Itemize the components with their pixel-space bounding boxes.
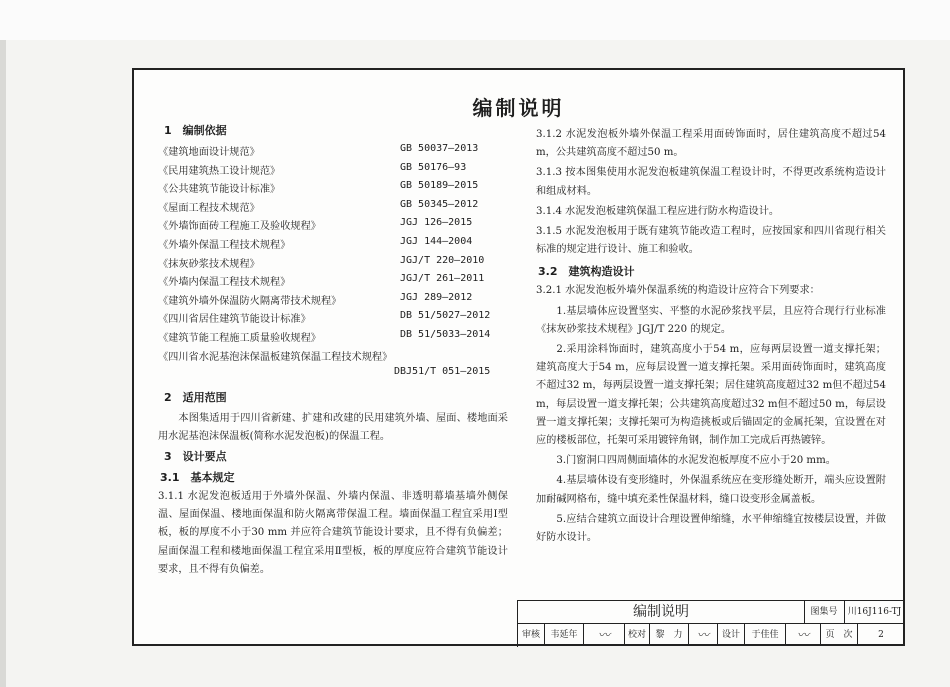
- section1-heading: 1 编制依据: [164, 124, 227, 137]
- reference-code: GB 50176—93: [400, 161, 467, 173]
- reference-name: 《屋面工程技术规范》: [158, 202, 260, 214]
- reference-item: [158, 143, 508, 162]
- right-column: [536, 126, 886, 549]
- reference-item: [158, 329, 508, 348]
- reference-name: 《四川省水泥基泡沫保温板建筑保温工程技术规程》: [158, 351, 393, 363]
- clause-item-5: 5.应结合建筑立面设计合理设置伸缩缝，水平伸缩缝宜按楼层设置，并做好防水设计。: [536, 513, 886, 544]
- reference-code: JGJ/T 220—2010: [400, 254, 485, 266]
- section32-heading: 3.2 建筑构造设计: [538, 265, 635, 279]
- clause-3-1-3: 3.1.3 按本图集使用水泥发泡板建筑保温工程设计时，不得更改系统构造设计和组成材料。: [536, 167, 886, 197]
- page-title: 编制说明: [472, 96, 565, 120]
- clause-item-2: 2.采用涂料饰面时，建筑高度小于54 m，应每两层设置一道支撑托架；建筑高度大于54 m，应每层设置一道支撑托架。采用面砖饰面时，建筑高度不超过32 m，每两层设置一道支撑托架；居住建筑高度超过32 m但不超过54 m，每层设置一道支撑托架；公共建筑高度超过32 m但不超过50 m，每层设置一道支撑托架；支撑托架可为构造挑板或后锚固定的金属托架，宜设置在对应的楼板部位，托架可采用镀锌角钢，制作加工完成后再热镀锌。: [536, 344, 886, 447]
- clause-3-2-1: 3.2.1 水泥发泡板外墙外保温系统的构造设计应符合下列要求：: [536, 285, 820, 297]
- reference-item: [158, 348, 508, 385]
- reference-name: 《建筑外墙外保温防火隔离带技术规程》: [158, 295, 342, 307]
- checker-signature: 〰: [689, 624, 718, 646]
- designer-name: 于佳佳: [745, 624, 786, 646]
- reference-code: GB 50345—2012: [400, 198, 479, 210]
- reference-name: 《建筑节能工程施工质量验收规程》: [158, 332, 321, 344]
- atlas-number: 川16J116-TJ: [847, 607, 902, 617]
- reference-name: 《建筑地面设计规范》: [158, 147, 260, 158]
- reference-name: 《外墙饰面砖工程施工及验收规程》: [158, 221, 321, 233]
- section2-text: 本图集适用于四川省新建、扩建和改建的民用建筑外墙、屋面、楼地面采用水泥基泡沫保温板(简称水泥发泡板)的保温工程。: [158, 412, 508, 442]
- check-label: 校对: [625, 624, 650, 646]
- designer-signature: 〰: [786, 624, 821, 646]
- reference-code: GB 50037—2013: [400, 143, 479, 154]
- reference-item: [158, 217, 508, 236]
- reference-name: 《四川省居住建筑节能设计标准》: [158, 314, 311, 326]
- title-block-row: [518, 601, 904, 624]
- reference-item: [158, 273, 508, 292]
- reference-name: 《公共建筑节能设计标准》: [158, 184, 281, 196]
- reference-item: [158, 236, 508, 255]
- reference-code: DB 51/5027—2012: [400, 310, 491, 322]
- reviewer-name: 韦延年: [545, 624, 584, 646]
- reference-name: 《外墙外保温工程技术规程》: [158, 239, 291, 251]
- clause-3-1-2: 3.1.2 水泥发泡板外墙外保温工程采用面砖饰面时，居住建筑高度不超过54 m，公共建筑高度不超过50 m。: [536, 129, 886, 159]
- clause-3-1-4: 3.1.4 水泥发泡板建筑保温工程应进行防水构造设计。: [536, 205, 780, 217]
- reference-list: [158, 143, 508, 385]
- reference-item: [158, 292, 508, 311]
- title-block: [517, 600, 904, 647]
- page-label: 页 次: [821, 624, 858, 646]
- reference-name: 《民用建筑热工设计规范》: [158, 165, 281, 177]
- reference-name: 《抹灰砂浆技术规程》: [158, 258, 260, 270]
- page-number: 2: [878, 630, 884, 640]
- drawing-sheet: [132, 68, 905, 646]
- reference-item: [158, 162, 508, 181]
- clause-item-1: 1.基层墙体应设置坚实、平整的水泥砂浆找平层，且应符合现行行业标准《抹灰砂浆技术规程》JGJ/T 220 的规定。: [536, 305, 886, 335]
- reference-code: JGJ 289—2012: [400, 291, 473, 303]
- reference-name: 《外墙内保温工程技术规程》: [158, 277, 291, 289]
- reviewer-signature: 〰: [584, 624, 625, 646]
- clause-3-1-5: 3.1.5 水泥发泡板用于既有建筑节能改造工程时，应按国家和四川省现行相关标准的规定进行设计、施工和验收。: [536, 226, 886, 256]
- clause-3-1-1: 3.1.1 水泥发泡板适用于外墙外保温、外墙内保温、非透明幕墙基墙外侧保温、屋面保温、楼地面保温和防火隔离带保温工程。墙面保温工程宜采用Ⅰ型板，板的厚度不小于30 mm 并应符合建筑节能设计要求，且不得有负偏差；屋面保温工程和楼地面保温工程宜采用Ⅱ型板，板的厚度应符合建筑节能设计要求，且不得有负偏差。: [158, 490, 508, 575]
- reference-code: JGJ 144—2004: [400, 235, 473, 247]
- section2-heading: 2 适用范围: [164, 390, 227, 404]
- scan-margin-left: [0, 40, 6, 687]
- left-column: [158, 122, 508, 581]
- checker-name: 黎 力: [650, 624, 689, 646]
- reference-code: JGJ 126—2015: [400, 217, 473, 229]
- atlas-label: 图集号: [804, 601, 845, 623]
- reference-item: [158, 180, 508, 199]
- reference-code: GB 50189—2015: [400, 180, 479, 192]
- reference-item: [158, 255, 508, 274]
- clause-item-4: 4.基层墙体设有变形缝时，外保温系统应在变形缝处断开，端头应设置附加耐碱网格布，缝中填充柔性保温材料，缝口设变形金属盖板。: [536, 475, 886, 505]
- section3-heading: 3 设计要点: [164, 449, 227, 463]
- scan-margin-top: [0, 0, 950, 40]
- clause-item-3: 3.门窗洞口四周侧面墙体的水泥发泡板厚度不应小于20 mm。: [556, 455, 836, 467]
- reference-item: [158, 199, 508, 218]
- design-label: 设计: [718, 624, 745, 646]
- review-label: 审核: [518, 624, 545, 646]
- reference-code: JGJ/T 261—2011: [400, 273, 485, 285]
- reference-code: DB 51/5033—2014: [400, 328, 491, 340]
- title-block-row: [518, 624, 904, 646]
- section31-heading: 3.1 基本规定: [160, 470, 235, 484]
- title-block-name: 编制说明: [518, 601, 805, 623]
- reference-item: [158, 310, 508, 329]
- reference-code: DBJ51/T 051—2015: [394, 366, 491, 378]
